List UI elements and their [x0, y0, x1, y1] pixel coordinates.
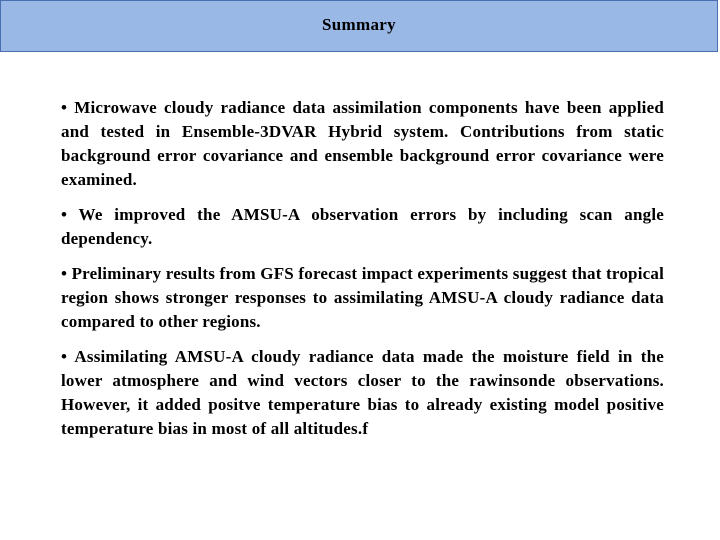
- bullet-moisture-wind-temperature: • Assimilating AMSU-A cloudy radiance data made the moisture field in the lower atmosphere and wind vectors closer to the rawinsonde observations. However, it added positve temperature bias to already existing model positive temperature bias in most of all altitudes.f: [61, 347, 664, 438]
- bullet-assimilation-components: • Microwave cloudy radiance data assimilation components have been applied and tested in Ensemble-3DVAR Hybrid system. Contributions from static background error covariance and ensemble background error covariance were examined.: [61, 98, 664, 189]
- summary-content: [61, 96, 664, 452]
- bullet-observation-errors: • We improved the AMSU-A observation errors by including scan angle dependency.: [61, 205, 664, 248]
- summary-title-bar: [0, 0, 718, 52]
- bullet-gfs-forecast-results: • Preliminary results from GFS forecast impact experiments suggest that tropical region shows stronger responses to assimilating AMSU-A cloudy radiance data compared to other regions.: [61, 264, 665, 331]
- page-title: Summary: [322, 15, 396, 34]
